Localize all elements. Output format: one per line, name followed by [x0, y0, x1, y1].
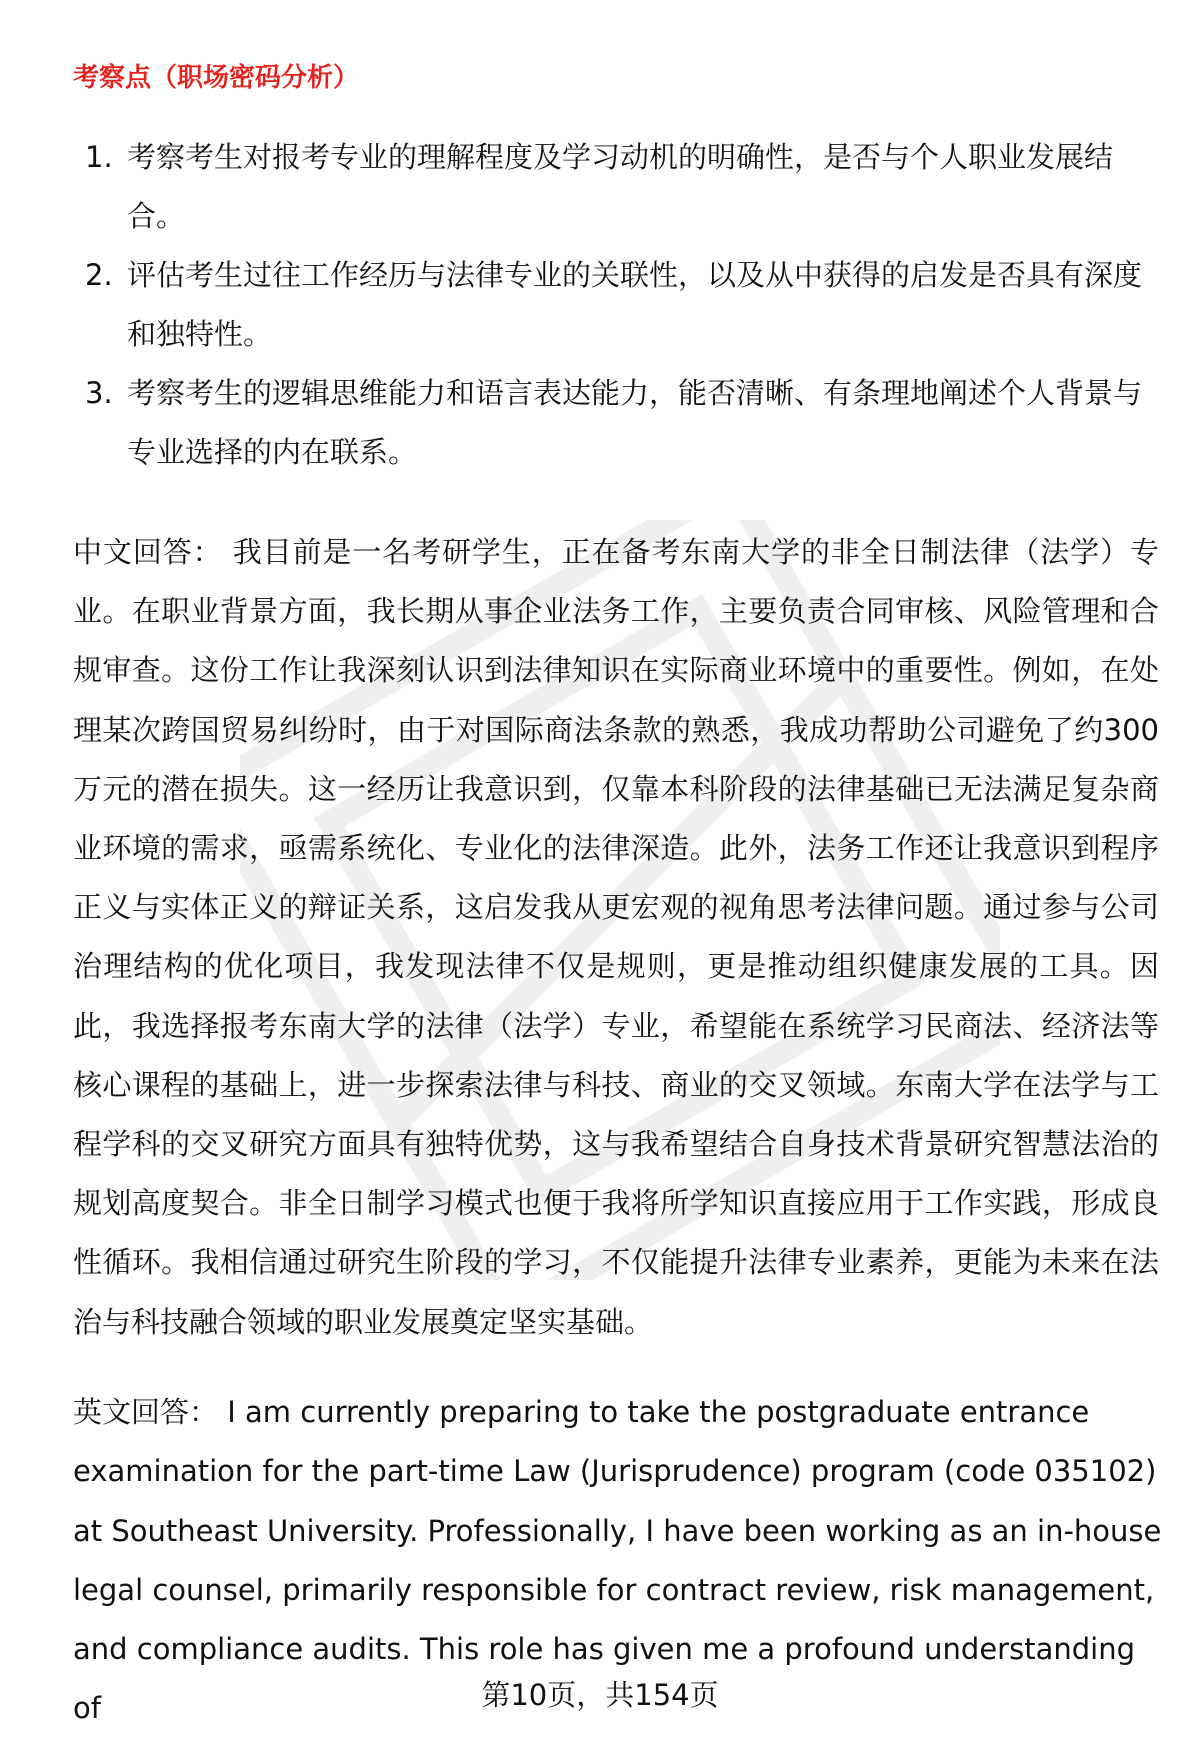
english-answer-text: I am currently preparing to take the postgraduate entrance examination for the part-time Law (Jurisprudence) program (code 035102) at Southeast University. Professionally, I have been working as an in-house legal counsel, primarily responsible for contract review, risk management, and compliance audits. This role has given me a profound understanding of: [73, 1395, 1162, 1726]
section-title: 考察点（职场密码分析）: [73, 63, 360, 93]
english-answer-label: 英文回答：: [73, 1395, 219, 1429]
key-points-list: [73, 128, 1153, 482]
key-point-text: 考察考生对报考专业的理解程度及学习动机的明确性，是否与个人职业发展结合。: [127, 140, 1114, 233]
key-point-text: 评估考生过往工作经历与法律专业的关联性，以及从中获得的启发是否具有深度和独特性。: [127, 258, 1143, 351]
key-point-number: 3.: [85, 376, 113, 410]
chinese-answer-label: 中文回答：: [73, 535, 223, 569]
key-point-item: [73, 364, 1153, 481]
key-point-text: 考察考生的逻辑思维能力和语言表达能力，能否清晰、有条理地阐述个人背景与专业选择的内在联系。: [127, 376, 1143, 469]
key-point-number: 1.: [85, 140, 113, 174]
chinese-answer-paragraph: [73, 523, 1159, 1352]
chinese-answer-text: 我目前是一名考研学生，正在备考东南大学的非全日制法律（法学）专业。在职业背景方面，我长期从事企业法务工作，主要负责合同审核、风险管理和合规审查。这份工作让我深刻认识到法律知识在实际商业环境中的重要性。例如，在处理某次跨国贸易纠纷时，由于对国际商法条款的熟悉，我成功帮助公司避免了约300万元的潜在损失。这一经历让我意识到，仅靠本科阶段的法律基础已无法满足复杂商业环境的需求，亟需系统化、专业化的法律深造。此外，法务工作还让我意识到程序正义与实体正义的辩证关系，这启发我从更宏观的视角思考法律问题。通过参与公司治理结构的优化项目，我发现法律不仅是规则，更是推动组织健康发展的工具。因此，我选择报考东南大学的法律（法学）专业，希望能在系统学习民商法、经济法等核心课程的基础上，进一步探索法律与科技、商业的交叉领域。东南大学在法学与工程学科的交叉研究方面具有独特优势，这与我希望结合自身技术背景研究智慧法治的规划高度契合。非全日制学习模式也便于我将所学知识直接应用于工作实践，形成良性循环。我相信通过研究生阶段的学习，不仅能提升法律专业素养，更能为未来在法治与科技融合领域的职业发展奠定坚实基础。: [73, 535, 1159, 1339]
key-point-number: 2.: [85, 258, 113, 292]
key-point-item: [73, 246, 1153, 363]
key-point-item: [73, 128, 1153, 245]
page-indicator: 第10页，共154页: [481, 1678, 719, 1712]
